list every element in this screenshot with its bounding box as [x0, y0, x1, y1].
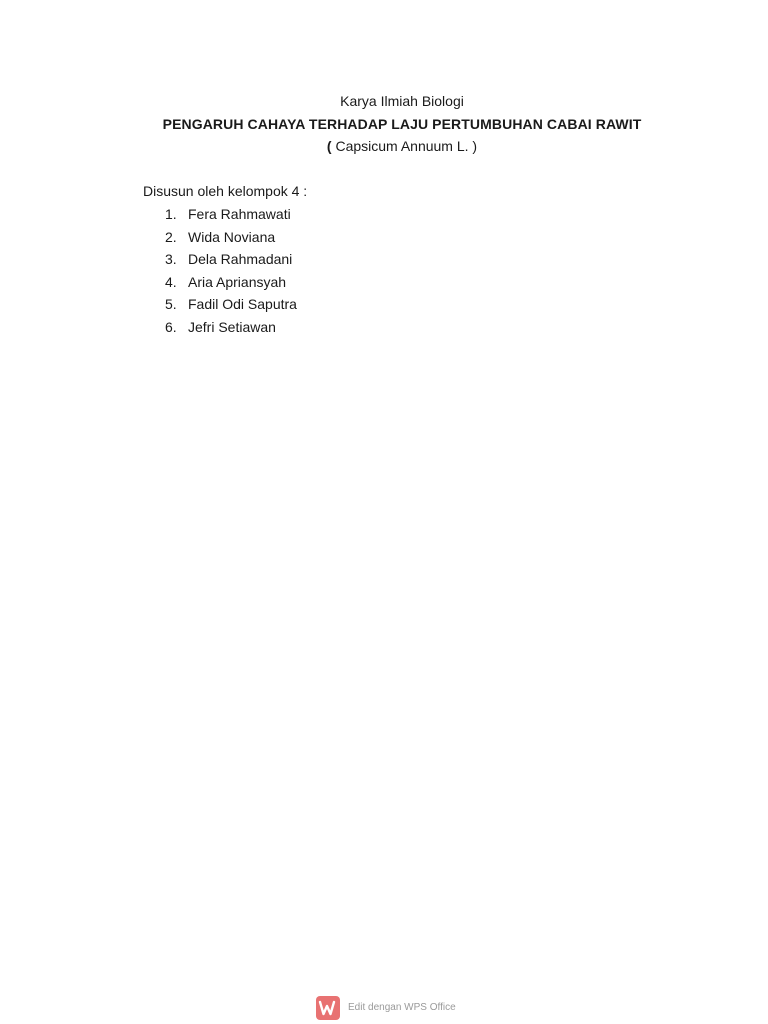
list-number: 4. [165, 274, 177, 290]
wps-watermark [316, 996, 456, 1020]
author-name: Fera Rahmawati [188, 206, 291, 222]
author-name: Fadil Odi Saputra [188, 296, 297, 312]
author-name: Jefri Setiawan [188, 319, 276, 335]
document-heading: Karya Ilmiah Biologi [340, 93, 464, 109]
list-number: 1. [165, 206, 177, 222]
wps-logo-icon [316, 996, 340, 1020]
document-title: PENGARUH CAHAYA TERHADAP LAJU PERTUMBUHAN CABAI RAWIT [162, 116, 642, 132]
list-number: 6. [165, 319, 177, 335]
author-name: Wida Noviana [188, 229, 276, 245]
author-name: Dela Rahmadani [188, 251, 293, 267]
watermark-text: Edit dengan WPS Office [348, 1002, 456, 1013]
list-number: 2. [165, 229, 177, 245]
author-name: Aria Apriansyah [188, 274, 287, 290]
subtitle-species: Capsicum Annuum L. ) [331, 138, 478, 154]
subtitle-open-paren: ( [326, 138, 332, 154]
document-subtitle [0, 137, 768, 155]
list-number: 5. [165, 296, 177, 312]
authors-intro: Disusun oleh kelompok 4 : [143, 183, 308, 199]
list-number: 3. [165, 251, 177, 267]
